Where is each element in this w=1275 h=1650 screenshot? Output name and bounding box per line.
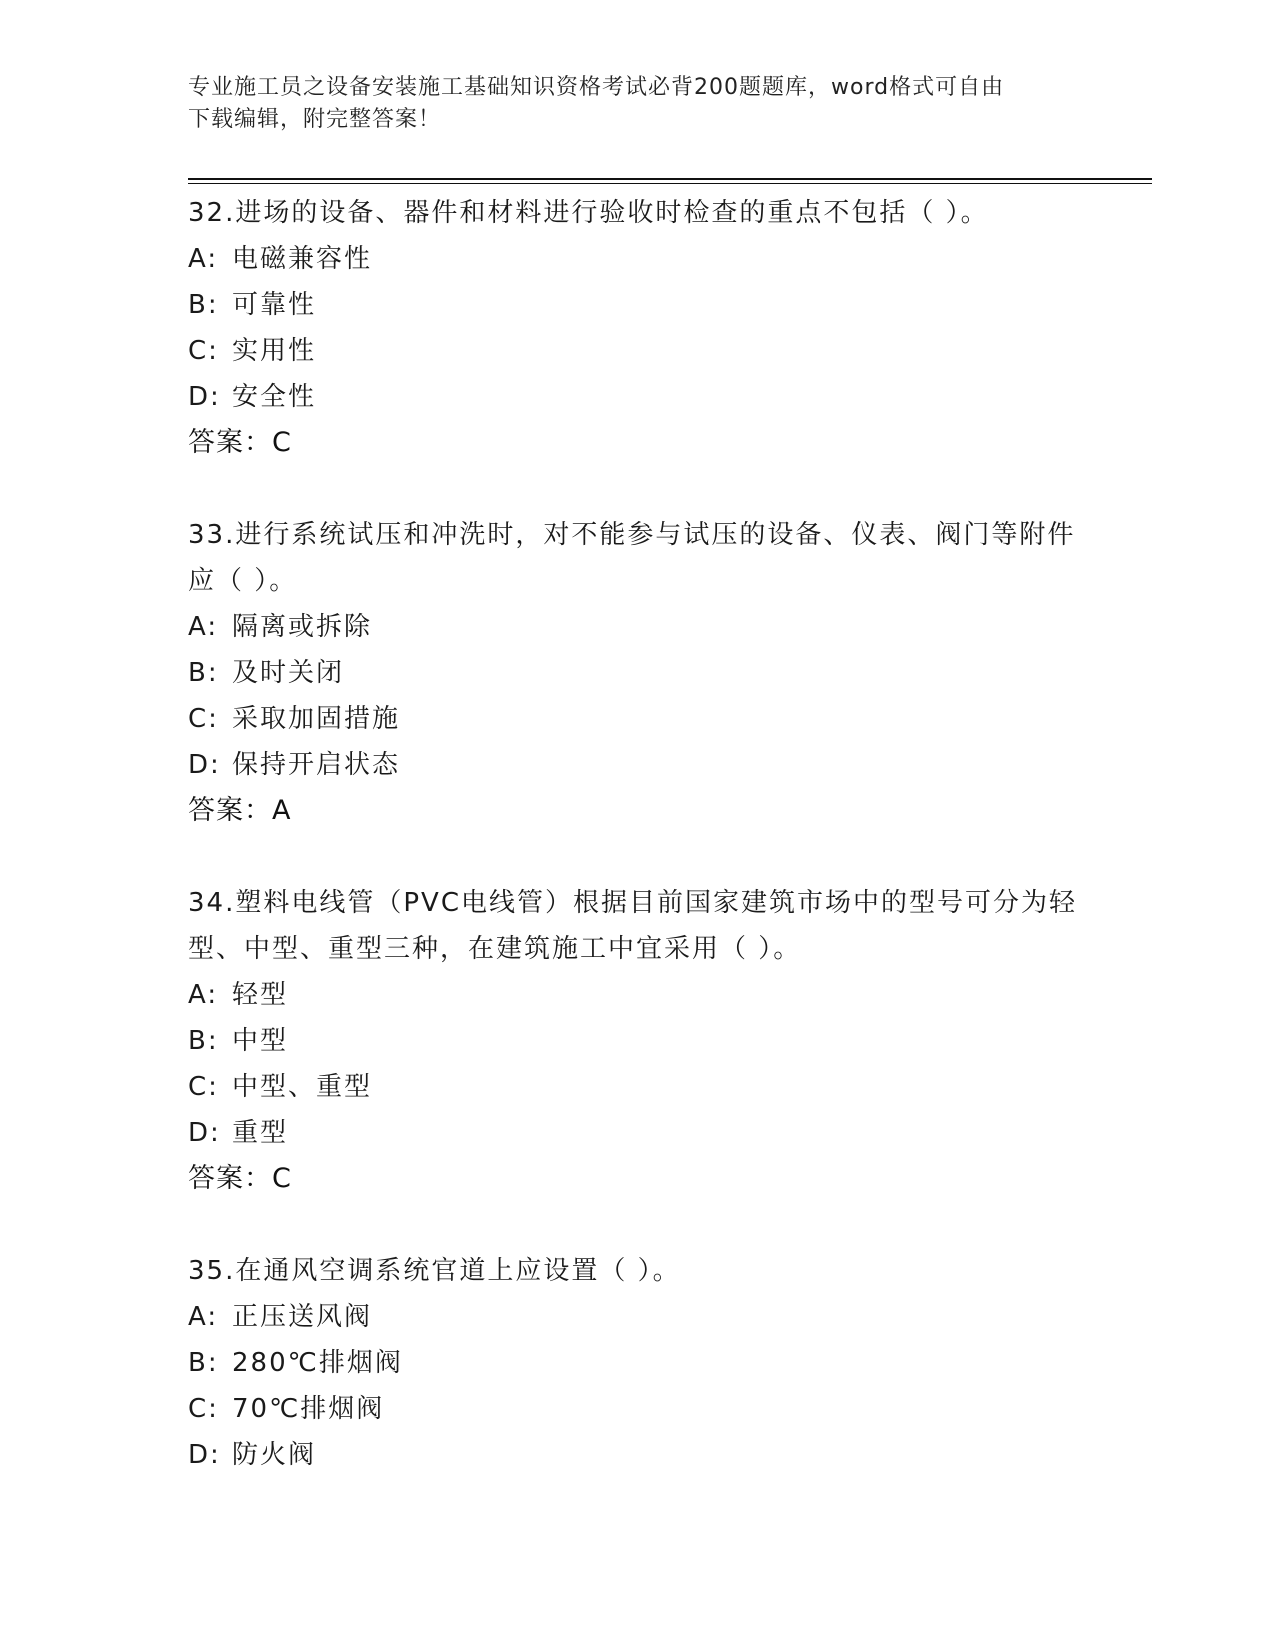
option-letter: A: xyxy=(188,1302,219,1332)
option-a xyxy=(188,1294,1088,1340)
option-text: 安全性 xyxy=(232,382,317,412)
option-d xyxy=(188,1432,1088,1478)
option-letter: D: xyxy=(188,1118,221,1148)
option-letter: A: xyxy=(188,612,219,642)
option-letter: A: xyxy=(188,244,219,274)
question-stem: 32.进场的设备、器件和材料进行验收时检查的重点不包括（ ）。 xyxy=(188,198,989,228)
option-letter: B: xyxy=(188,290,219,320)
question-list xyxy=(188,190,1088,1524)
header-line-1: 专业施工员之设备安装施工基础知识资格考试必背200题题库，word格式可自由 xyxy=(188,75,1005,100)
option-b xyxy=(188,1018,1088,1064)
option-text: 隔离或拆除 xyxy=(232,612,373,642)
option-letter: B: xyxy=(188,1026,219,1056)
option-letter: D: xyxy=(188,750,221,780)
option-letter: B: xyxy=(188,1348,219,1378)
document-header xyxy=(188,72,1068,136)
header-rule-thick xyxy=(188,178,1152,180)
option-letter: C: xyxy=(188,704,219,734)
answer-label: 答案：C xyxy=(188,427,292,458)
option-text: 280℃排烟阀 xyxy=(232,1348,403,1378)
option-text: 正压送风阀 xyxy=(232,1302,373,1332)
option-a xyxy=(188,972,1088,1018)
option-d xyxy=(188,374,1088,420)
header-rule-thin xyxy=(188,183,1152,184)
option-b xyxy=(188,282,1088,328)
answer-label: 答案：A xyxy=(188,795,292,826)
option-text: 实用性 xyxy=(232,336,317,366)
option-text: 中型、重型 xyxy=(232,1072,373,1102)
question-33 xyxy=(188,512,1088,834)
option-letter: D: xyxy=(188,382,221,412)
option-text: 电磁兼容性 xyxy=(232,244,373,274)
question-stem: 33.进行系统试压和冲洗时，对不能参与试压的设备、仪表、阀门等附件应（ ）。 xyxy=(188,520,1076,596)
option-text: 及时关闭 xyxy=(232,658,345,688)
option-letter: B: xyxy=(188,658,219,688)
option-letter: D: xyxy=(188,1440,221,1470)
option-c xyxy=(188,1064,1088,1110)
question-35 xyxy=(188,1248,1088,1478)
question-stem: 35.在通风空调系统官道上应设置（ ）。 xyxy=(188,1256,681,1286)
option-c xyxy=(188,1386,1088,1432)
option-b xyxy=(188,1340,1088,1386)
option-letter: C: xyxy=(188,1394,219,1424)
header-line-2: 下载编辑，附完整答案！ xyxy=(188,107,442,132)
option-b xyxy=(188,650,1088,696)
option-text: 采取加固措施 xyxy=(232,704,401,734)
option-text: 70℃排烟阀 xyxy=(232,1394,385,1424)
option-a xyxy=(188,236,1088,282)
option-text: 中型 xyxy=(232,1026,289,1056)
option-c xyxy=(188,328,1088,374)
answer-label: 答案：C xyxy=(188,1163,292,1194)
option-letter: C: xyxy=(188,1072,219,1102)
question-32 xyxy=(188,190,1088,466)
question-34 xyxy=(188,880,1088,1202)
option-text: 可靠性 xyxy=(232,290,317,320)
option-text: 重型 xyxy=(232,1118,289,1148)
option-a xyxy=(188,604,1088,650)
option-letter: C: xyxy=(188,336,219,366)
option-d xyxy=(188,1110,1088,1156)
option-text: 轻型 xyxy=(232,980,289,1010)
option-text: 防火阀 xyxy=(232,1440,317,1470)
option-c xyxy=(188,696,1088,742)
question-stem: 34.塑料电线管（PVC电线管）根据目前国家建筑市场中的型号可分为轻型、中型、重型三种，在建筑施工中宜采用（ ）。 xyxy=(188,888,1077,964)
option-d xyxy=(188,742,1088,788)
option-letter: A: xyxy=(188,980,219,1010)
option-text: 保持开启状态 xyxy=(232,750,401,780)
